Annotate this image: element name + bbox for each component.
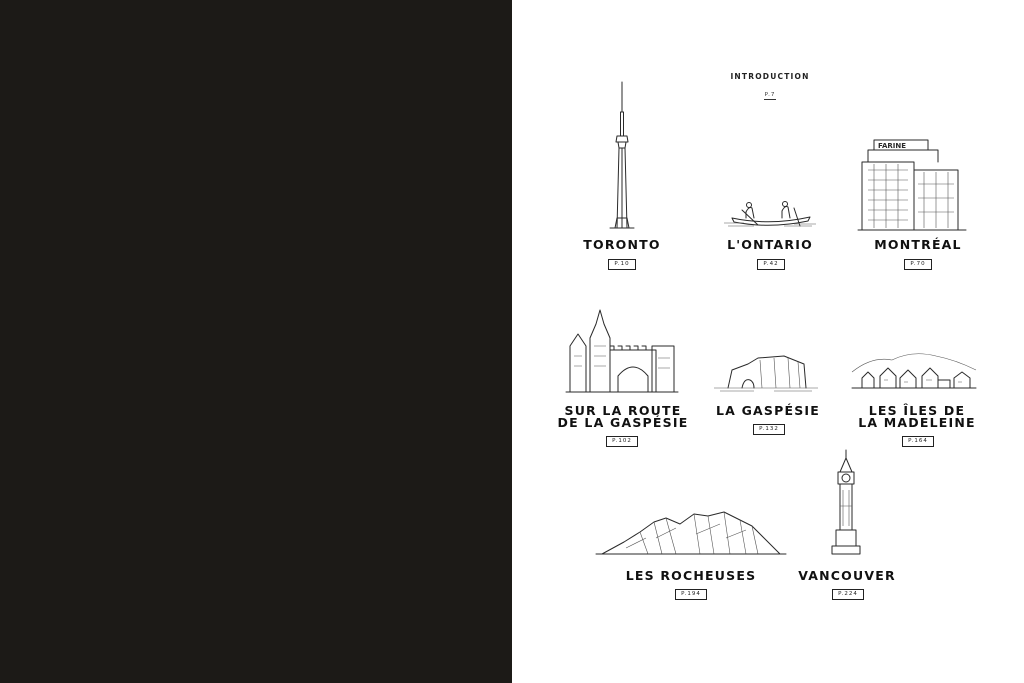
page-ref-route-gaspesie: P.102	[606, 436, 638, 447]
destination-label-rocheuses[interactable]: LES ROCHEUSES	[625, 568, 757, 583]
destination-label-iles-madeleine[interactable]: LES ÎLES DE LA MADELEINE	[858, 403, 976, 430]
introduction-page: P.7	[764, 92, 776, 98]
svg-text:FARINE: FARINE	[878, 142, 907, 150]
page-ref-rocheuses: P.194	[675, 589, 707, 600]
village-houses-icon	[852, 350, 976, 392]
mountain-range-icon	[596, 508, 786, 558]
quebec-city-gate-icon	[566, 306, 678, 394]
destination-label-route-gaspesie[interactable]: SUR LA ROUTE DE LA GASPÉSIE	[557, 403, 689, 430]
destination-label-gaspesie[interactable]: LA GASPÉSIE	[715, 403, 821, 418]
destination-label-vancouver[interactable]: VANCOUVER	[798, 568, 896, 583]
perce-rock-icon	[714, 350, 818, 392]
introduction-entry[interactable]	[722, 72, 818, 100]
page-ref-toronto: P.10	[608, 259, 636, 270]
steam-clock-icon	[830, 450, 862, 558]
destination-label-ontario[interactable]: L'ONTARIO	[727, 237, 813, 252]
destination-label-toronto[interactable]: TORONTO	[583, 237, 661, 252]
farine-five-roses-building-icon	[858, 140, 966, 232]
page-ref-gaspesie: P.132	[753, 424, 785, 435]
cn-tower-icon	[602, 82, 642, 230]
page-ref-iles-madeleine: P.164	[902, 436, 934, 447]
canoe-icon	[724, 196, 816, 228]
destination-label-montreal[interactable]: MONTRÉAL	[874, 237, 962, 252]
page-ref-vancouver: P.224	[832, 589, 864, 600]
page-ref-ontario: P.42	[757, 259, 785, 270]
introduction-title: INTRODUCTION	[730, 72, 810, 81]
page-ref-montreal: P.70	[904, 259, 932, 270]
